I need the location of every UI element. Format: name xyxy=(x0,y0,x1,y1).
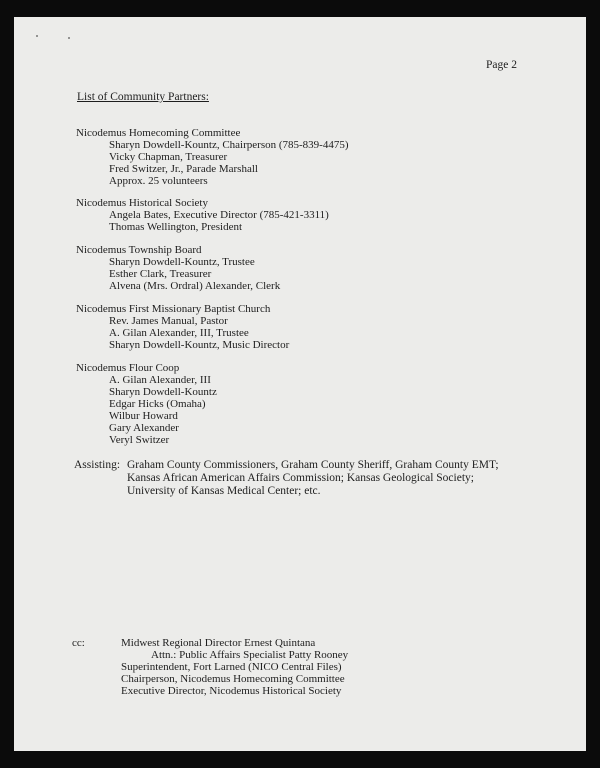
member-item: Alvena (Mrs. Ordral) Alexander, Clerk xyxy=(109,280,281,292)
member-item: Angela Bates, Executive Director (785-421-3311) xyxy=(109,209,329,221)
cc-line: Midwest Regional Director Ernest Quintana xyxy=(121,637,316,649)
org-block-baptist-church xyxy=(76,303,289,351)
org-name: Nicodemus Historical Society xyxy=(76,197,208,209)
member-item: Sharyn Dowdell-Kountz xyxy=(109,386,217,398)
org-name: Nicodemus Homecoming Committee xyxy=(76,127,241,139)
cc-line: Superintendent, Fort Larned (NICO Central Files) xyxy=(121,661,342,673)
org-name: Nicodemus Township Board xyxy=(76,244,202,256)
org-block-historical-society xyxy=(76,197,329,233)
page-number: Page 2 xyxy=(486,59,517,71)
member-item: Fred Switzer, Jr., Parade Marshall xyxy=(109,163,258,175)
member-item: Sharyn Dowdell-Kountz, Trustee xyxy=(109,256,255,268)
document-page xyxy=(14,17,586,751)
member-list xyxy=(76,315,289,351)
cc-label: cc: xyxy=(72,637,85,649)
member-item: Esther Clark, Treasurer xyxy=(109,268,212,280)
member-item: Gary Alexander xyxy=(109,422,179,434)
cc-line: Executive Director, Nicodemus Historical Society xyxy=(121,685,342,697)
org-name: Nicodemus First Missionary Baptist Church xyxy=(76,303,271,315)
cc-line: Attn.: Public Affairs Specialist Patty Rooney xyxy=(151,649,349,661)
member-item: Sharyn Dowdell-Kountz, Music Director xyxy=(109,339,290,351)
member-item: Wilbur Howard xyxy=(109,410,178,422)
paper-speck xyxy=(68,37,70,39)
cc-list xyxy=(121,637,348,697)
assisting-line: Graham County Commissioners, Graham County Sheriff, Graham County EMT; xyxy=(127,459,499,471)
member-item: Approx. 25 volunteers xyxy=(109,175,208,187)
assisting-label: Assisting: xyxy=(74,459,121,471)
org-block-township-board xyxy=(76,244,280,292)
org-name: Nicodemus Flour Coop xyxy=(76,362,180,374)
assisting-line: University of Kansas Medical Center; etc. xyxy=(127,485,321,497)
assisting-lines xyxy=(127,459,499,498)
org-block-homecoming-committee xyxy=(76,127,349,187)
member-item: Rev. James Manual, Pastor xyxy=(109,315,228,327)
member-list xyxy=(76,374,217,446)
member-item: Edgar Hicks (Omaha) xyxy=(109,398,206,410)
member-item: Sharyn Dowdell-Kountz, Chairperson (785-839-4475) xyxy=(109,139,349,151)
member-item: Thomas Wellington, President xyxy=(109,221,243,233)
member-list xyxy=(76,209,329,233)
member-list xyxy=(76,256,280,292)
list-title: List of Community Partners: xyxy=(77,91,209,103)
member-item: Veryl Switzer xyxy=(109,434,170,446)
assisting-section xyxy=(74,459,499,498)
org-block-flour-coop xyxy=(76,362,217,446)
member-item: Vicky Chapman, Treasurer xyxy=(109,151,228,163)
member-item: A. Gilan Alexander, III xyxy=(109,374,211,386)
member-list xyxy=(76,139,349,187)
assisting-line: Kansas African American Affairs Commission; Kansas Geological Society; xyxy=(127,472,474,484)
member-item: A. Gilan Alexander, III, Trustee xyxy=(109,327,249,339)
paper-speck xyxy=(36,35,38,37)
cc-line: Chairperson, Nicodemus Homecoming Committee xyxy=(121,673,345,685)
